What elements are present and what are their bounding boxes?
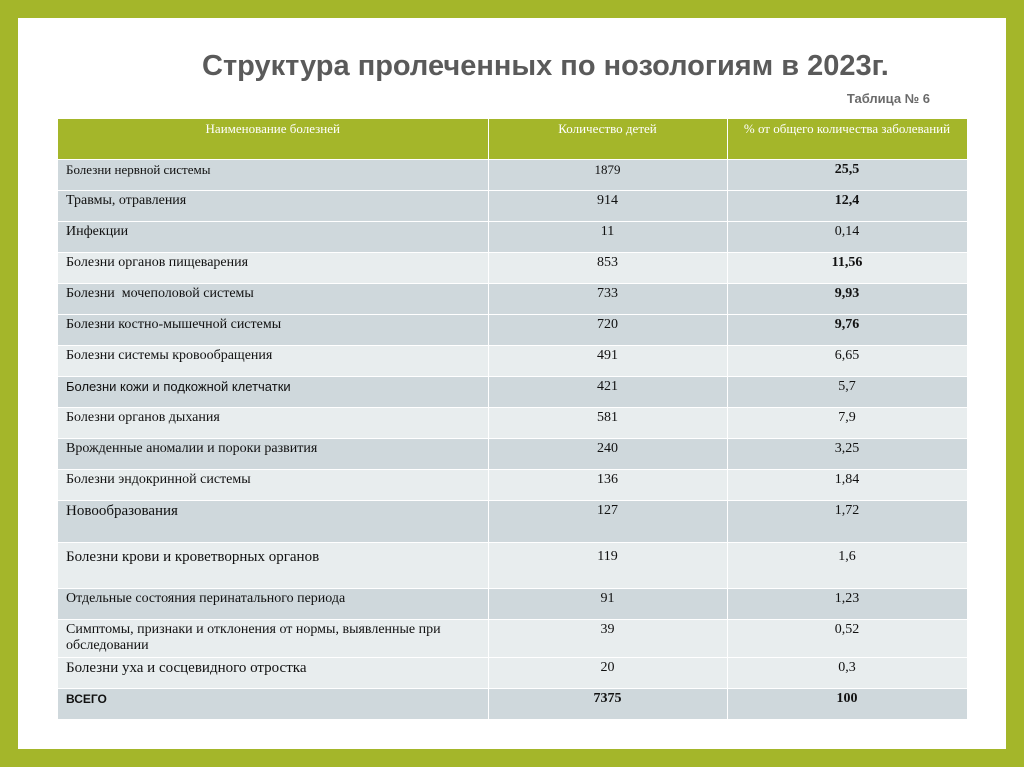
table-row [58, 589, 967, 620]
table-row [58, 315, 967, 346]
children-count: 421 [488, 377, 727, 408]
total-count: 7375 [488, 689, 727, 720]
children-count: 240 [488, 439, 727, 470]
children-count: 91 [488, 589, 727, 620]
table-row [58, 658, 967, 689]
percent-value: 1,72 [727, 501, 967, 543]
table-row [58, 439, 967, 470]
table-total-row [58, 689, 967, 720]
table-row [58, 253, 967, 284]
disease-name: Болезни кожи и подкожной клетчатки [58, 377, 488, 408]
table-row [58, 191, 967, 222]
disease-name: Врожденные аномалии и пороки развития [58, 439, 488, 470]
children-count: 581 [488, 408, 727, 439]
children-count: 853 [488, 253, 727, 284]
disease-name: Травмы, отравления [58, 191, 488, 222]
header-children-count: Количество детей [488, 119, 727, 160]
children-count: 491 [488, 346, 727, 377]
disease-name: Болезни уха и сосцевидного отростка [58, 658, 488, 689]
table-row [58, 284, 967, 315]
percent-value: 0,52 [727, 620, 967, 658]
slide [18, 18, 1006, 749]
children-count: 127 [488, 501, 727, 543]
children-count: 720 [488, 315, 727, 346]
table-row [58, 620, 967, 658]
children-count: 733 [488, 284, 727, 315]
disease-name: Болезни системы кровообращения [58, 346, 488, 377]
children-count: 20 [488, 658, 727, 689]
nosology-table [58, 119, 968, 719]
disease-name: Болезни органов дыхания [58, 408, 488, 439]
percent-value: 7,9 [727, 408, 967, 439]
disease-name: Болезни крови и кроветворных органов [58, 543, 488, 589]
disease-name: Болезни нервной системы [58, 160, 488, 191]
disease-name: Болезни органов пищеварения [58, 253, 488, 284]
header-disease-name: Наименование болезней [58, 119, 488, 160]
table-row [58, 346, 967, 377]
total-percent: 100 [727, 689, 967, 720]
children-count: 1879 [488, 160, 727, 191]
total-label: ВСЕГО [58, 689, 488, 720]
disease-name: Новообразования [58, 501, 488, 543]
percent-value: 0,14 [727, 222, 967, 253]
percent-value: 12,4 [727, 191, 967, 222]
disease-name: Отдельные состояния перинатального периода [58, 589, 488, 620]
disease-name: Симптомы, признаки и отклонения от нормы, выявленные при обследовании [58, 620, 488, 658]
table-row [58, 222, 967, 253]
percent-value: 9,76 [727, 315, 967, 346]
disease-name: Болезни мочеполовой системы [58, 284, 488, 315]
children-count: 39 [488, 620, 727, 658]
children-count: 136 [488, 470, 727, 501]
percent-value: 3,25 [727, 439, 967, 470]
children-count: 11 [488, 222, 727, 253]
percent-value: 0,3 [727, 658, 967, 689]
percent-value: 5,7 [727, 377, 967, 408]
percent-value: 1,84 [727, 470, 967, 501]
page-title: Структура пролеченных по нозологиям в 2023г. [202, 50, 889, 82]
table-caption: Таблица № 6 [846, 91, 930, 106]
table-row [58, 543, 967, 589]
table-row [58, 501, 967, 543]
table-row [58, 160, 967, 191]
header-percent: % от общего количества заболеваний [727, 119, 967, 160]
percent-value: 25,5 [727, 160, 967, 191]
percent-value: 11,56 [727, 253, 967, 284]
disease-name: Инфекции [58, 222, 488, 253]
percent-value: 1,6 [727, 543, 967, 589]
percent-value: 6,65 [727, 346, 967, 377]
disease-name: Болезни костно-мышечной системы [58, 315, 488, 346]
table-row [58, 408, 967, 439]
table-row [58, 470, 967, 501]
table-header-row [58, 119, 967, 160]
children-count: 119 [488, 543, 727, 589]
disease-name: Болезни эндокринной системы [58, 470, 488, 501]
percent-value: 1,23 [727, 589, 967, 620]
percent-value: 9,93 [727, 284, 967, 315]
children-count: 914 [488, 191, 727, 222]
table-row [58, 377, 967, 408]
